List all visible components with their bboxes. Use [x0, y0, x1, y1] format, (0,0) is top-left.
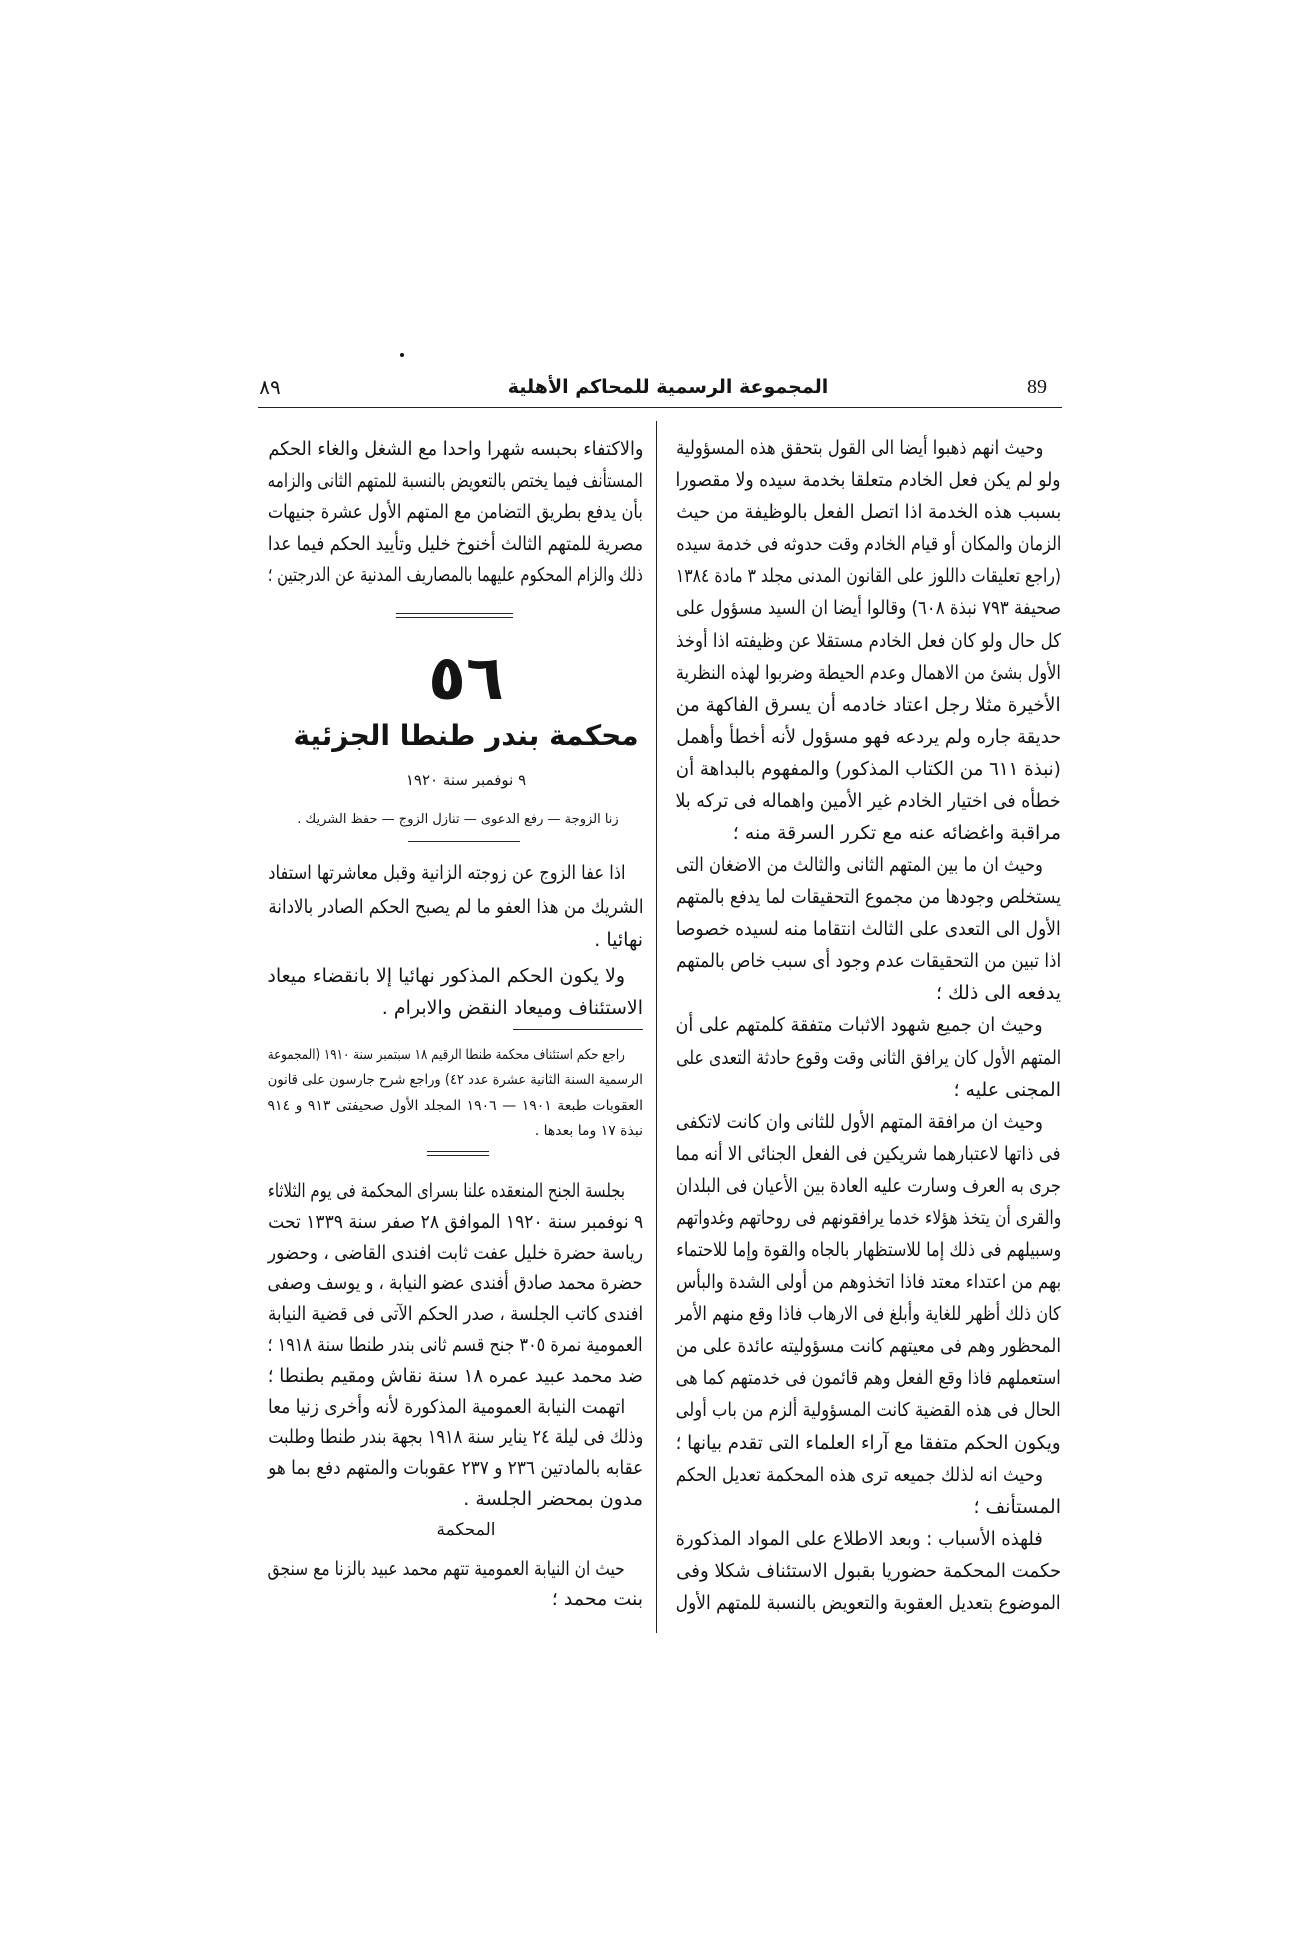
header-rule [258, 407, 1062, 408]
court-title-text: محكمة بندر طنطا الجزئية [293, 719, 639, 752]
right-column-line-text: صحيفة ٧٩٣ نبذة ٦٠٨) وقالوا أيضا ان السيد مسؤول على [675, 597, 1061, 620]
session-line [266, 1392, 643, 1422]
right-column-line [674, 1524, 1061, 1554]
right-column-line [674, 786, 1061, 816]
right-column-line-text: وسبيلهم فى ذلك إما للاستظهار بالجاه والقوة وإما للاحتماء [675, 1239, 1061, 1261]
session-line-text: عقابه بالمادتين ٢٣٦ و ٢٣٧ عقوبات والمتهم دفع بما هو [267, 1457, 643, 1480]
judgment-date [278, 765, 654, 795]
session-line-text: العمومية نمرة ٣٠٥ جنح قسم ثانى بندر طنطا سنة ١٩١٨ ؛ [267, 1334, 643, 1356]
right-column-line-text: بهم من اعتداء معتد فاذا اتخذوهم من أولى الشدة والبأس [675, 1271, 1061, 1294]
headnote-line [266, 961, 643, 991]
right-column-line-text: المحظور وهم فى معيتهم كانت مسؤوليته عائدة على من [675, 1335, 1061, 1358]
judgment-line [266, 1584, 643, 1614]
right-column-line [674, 1460, 1061, 1490]
keywords-rule [408, 841, 520, 842]
headnote-line [266, 993, 643, 1023]
continuation-line [266, 466, 643, 496]
right-column-line [674, 1171, 1061, 1201]
right-column-line-text: فى ذاتها لاعتبارهما شريكين فى الفعل الجنائى الا أنه مما [675, 1142, 1061, 1165]
continuation-line-text: المستأنف فيما يختص بالتعويض بالنسبة للمتهم الثانى والزامه [267, 469, 643, 492]
right-column-line-text: استعملهم فاذا وقع الفعل وهم قائمون فى خدمتهم كما هى [675, 1367, 1061, 1390]
right-column-line-text: الأول الى التعدى على الثالث انتقاما منه لسيده خصوصا [675, 918, 1061, 941]
right-column-line [674, 497, 1061, 527]
section-ornament [396, 613, 513, 618]
right-column-line [674, 529, 1061, 559]
right-column-line [674, 1363, 1061, 1393]
continuation-line-text: مصرية للمتهم الثالث أخنوخ خليل وتأييد الحكم فيما عدا [267, 532, 643, 555]
right-column-line-text: حديقة جاره ولم يردعه فهو مسؤول لأنه أخطأ وأهمل [675, 725, 1061, 748]
right-column-line [674, 561, 1061, 591]
right-column-line [674, 1299, 1061, 1329]
session-line [266, 1422, 643, 1452]
page-number-latin: 89 [1027, 376, 1047, 398]
headnote-line-text: ولا يكون الحكم المذكور نهائيا إلا بانقضاء ميعاد [267, 965, 625, 987]
right-column-line [674, 882, 1061, 912]
session-line [266, 1176, 643, 1206]
right-column-line [674, 1235, 1061, 1265]
right-column-line-text: (راجع تعليقات داللوز على القانون المدنى مجلد ٣ مادة ١٣٨٤ [675, 565, 1061, 588]
case-number [278, 638, 654, 718]
right-column-line-text: يستخلص وجودها من مجموع التحقيقات لما يدفع بالمتهم [675, 886, 1061, 909]
right-column-line [674, 818, 1061, 848]
right-column-line-text: المستأنف ؛ [973, 1495, 1061, 1518]
judgment-line-text: حيث ان النيابة العمومية تتهم محمد عبيد بالزنا مع سنجق [267, 1558, 625, 1580]
session-line [266, 1484, 643, 1514]
session-line [266, 1268, 643, 1298]
continuation-line [266, 497, 643, 527]
right-column-line [674, 850, 1061, 880]
journal-title: المجموعة الرسمية للمحاكم الأهلية [507, 376, 829, 398]
headnote-line [266, 892, 643, 922]
right-column-line [674, 593, 1061, 623]
continuation-line [266, 560, 643, 590]
footnote-separator [513, 1029, 643, 1030]
session-line-text: حضرة محمد صادق أفندى عضو النيابة ، و يوسف وصفى [267, 1272, 643, 1295]
continuation-line-text: بأن يدفع بطريق التضامن مع المتهم الأول عشرة جنيهات [267, 501, 643, 523]
right-column-line-text: يدفعه الى ذلك ؛ [935, 982, 1061, 1005]
right-column-line [674, 465, 1061, 495]
right-column-line [674, 1428, 1061, 1458]
scan-speck [400, 353, 404, 357]
right-column-line-text: المجنى عليه ؛ [953, 1078, 1061, 1101]
right-column-line-text: وحيث انهم ذهبوا أيضا الى القول بتحقق هذه المسؤولية [675, 437, 1043, 459]
right-column-line [674, 658, 1061, 688]
right-column-line [674, 690, 1061, 720]
right-column-line [674, 1203, 1061, 1233]
right-column-line-text: (نبذة ٦١١ من الكتاب المذكور) والمفهوم بالبداهة أن [675, 757, 1061, 780]
session-line-text: وذلك فى ليلة ٢٤ يناير سنة ١٩١٨ بجهة بندر طنطا وطلبت [267, 1426, 643, 1449]
right-column-line-text: وحيث ان ما بين المتهم الثانى والثالث من الاضغان التى [675, 854, 1043, 876]
right-column-line-text: وحيث انه لذلك جميعه ترى هذه المحكمة تعديل الحكم [675, 1463, 1043, 1486]
right-column-line-text: الزمان والمكان أو قيام الخادم وقت حدوثه فى خدمة سيده [675, 533, 1061, 556]
right-column-line-text: الأخيرة مثلا رجل اعتاد خادمه أن يسرق الفاكهة من [675, 693, 1061, 716]
continuation-line [266, 434, 643, 464]
section-heading-text: المحكمة [436, 1520, 496, 1540]
case-number-text: ٥٦ [428, 641, 504, 714]
court-title [278, 716, 654, 756]
page-number-arabic: ٨٩ [259, 375, 281, 399]
right-column-line [674, 722, 1061, 752]
footnote-line [266, 1116, 643, 1146]
right-column-line [674, 946, 1061, 976]
footnote-line-text: راجع حكم استئناف محكمة طنطا الرقيم ١٨ سبتمبر سنة ١٩١٠ (المجموعة [267, 1047, 625, 1063]
session-line-text: رياسة حضرة خليل عفت ثابت افندى القاضى ، وحضور [267, 1241, 643, 1264]
judgment-line [266, 1554, 643, 1584]
right-column-line-text: خطأه فى اختيار الخادم غير الأمين واهماله فى تركه بلا [675, 789, 1061, 812]
right-column-line [674, 1588, 1061, 1618]
right-column-line [674, 1395, 1061, 1425]
right-column-line-text: بسبب هذه الخدمة اذا اتصل الفعل بالوظيفة من حيث [675, 501, 1061, 524]
session-line-text: ٩ نوفمبر سنة ١٩٢٠ الموافق ٢٨ صفر سنة ١٣٣٩ تحت [267, 1210, 643, 1233]
section-heading [278, 1515, 654, 1545]
right-column-line [674, 1267, 1061, 1297]
right-column-line-text: مراقبة واغضائه عنه مع تكرر السرقة منه ؛ [732, 822, 1061, 844]
session-line-text: افندى كاتب الجلسة ، صدر الحكم الآتى فى قضية النيابة [267, 1303, 643, 1326]
right-column-line-text: فلهذه الأسباب : وبعد الاطلاع على المواد المذكورة [675, 1527, 1043, 1550]
judgment-date-text: ٩ نوفمبر سنة ١٩٢٠ [405, 771, 527, 789]
column-divider [656, 421, 657, 1633]
right-column-line-text: المتهم الأول كان يرافق الثانى وقت وقوع حادثة التعدى على [675, 1046, 1061, 1069]
right-column-line [674, 978, 1061, 1008]
headnote-line-text: الشريك من هذا العفو ما لم يصبح الحكم الصادر بالادانة [267, 896, 643, 918]
right-column-line [674, 1010, 1061, 1040]
right-column-line [674, 914, 1061, 944]
right-column-line [674, 1139, 1061, 1169]
headnote-line-text: الاستئناف وميعاد النقض والابرام . [381, 997, 643, 1019]
keywords-line [270, 805, 646, 835]
session-line-text: اتهمت النيابة العمومية المذكورة لأنه وأخرى زنيا معا [267, 1395, 625, 1418]
right-column-line-text: اذا تبين من التحقيقات عدم وجود أى سبب خاص بالمتهم [675, 950, 1061, 973]
keywords-text: زنا الزوجة — رفع الدعوى — تنازل الزوج — حفظ الشريك . [297, 812, 619, 827]
session-line [266, 1207, 643, 1237]
right-column-line-text: حكمت المحكمة حضوريا بقبول الاستئناف شكلا وفى [675, 1559, 1061, 1582]
right-column-line-text: والقرى أن يتخذ هؤلاء خدما يرافقونهم فى روحاتهم وغدواتهم [675, 1206, 1061, 1229]
right-column-line [674, 1492, 1061, 1522]
session-line-text: مدون بمحضر الجلسة . [463, 1488, 643, 1510]
right-column-line [674, 1107, 1061, 1137]
session-line [266, 1453, 643, 1483]
right-column-line-text: الأول بشئ من الاهمال وعدم الحيطة وضربوا لهذه النظرية [675, 661, 1061, 684]
headnote-line-text: اذا عفا الزوج عن زوجته الزانية وقبل معاشرتها استفاد [267, 862, 625, 884]
right-column-line [674, 1075, 1061, 1105]
judgment-line-text: بنت محمد ؛ [551, 1588, 643, 1610]
right-column-line-text: ولو لم يكن فعل الخادم متعلقا بخدمة سيده ولا مقصورا [675, 469, 1061, 492]
footnote-line-text: العقوبات طبعة ١٩٠١ — ١٩٠٦ المجلد الأول صحيفتى ٩١٣ و ٩١٤ [267, 1097, 643, 1114]
session-line [266, 1361, 643, 1391]
right-column-line-text: ويكون الحكم متفقا مع آراء العلماء التى تقدم بيانها ؛ [675, 1431, 1061, 1454]
session-line [266, 1299, 643, 1329]
right-column-line-text: كل حال ولو كان فعل الخادم مستقلا عن وظيفته اذا أوخذ [675, 629, 1061, 652]
right-column-line-text: الموضوع بتعديل العقوبة والتعويض بالنسبة للمتهم الأول [675, 1591, 1061, 1614]
right-column-line [674, 754, 1061, 784]
continuation-line-text: والاكتفاء بحبسه شهرا واحدا مع الشغل والغاء الحكم [267, 438, 643, 460]
right-column-line [674, 1331, 1061, 1361]
continuation-line-text: ذلك والزام المحكوم عليهما بالمصاريف المدنية عن الدرجتين ؛ [267, 564, 643, 586]
right-column-line [674, 1043, 1061, 1073]
session-line [266, 1330, 643, 1360]
session-line-text: ضد محمد عبيد عمره ١٨ سنة نقاش ومقيم بطنطا ؛ [267, 1364, 643, 1387]
right-column-line-text: كان ذلك أظهر للغاية وأبلغ فى الارهاب فاذا وقع منهم الأمر [675, 1303, 1061, 1326]
right-column-line [674, 433, 1061, 463]
footnote-line-text: الرسمية السنة الثانية عشرة عدد ٤٢) وراجع شرح جارسون على قانون [267, 1072, 643, 1089]
continuation-line [266, 529, 643, 559]
headnote-line-text: نهائيا . [594, 929, 643, 951]
right-column-line [674, 626, 1061, 656]
right-column-line-text: الحال فى هذه القضية كانت المسؤولية ألزم من باب أولى [675, 1399, 1061, 1422]
session-line [266, 1238, 643, 1268]
right-column-line-text: وحيث ان جميع شهود الاثبات متفقة كلمتهم على أن [675, 1014, 1043, 1037]
headnote-line [266, 858, 643, 888]
right-column-line-text: جرى به العرف وسارت عليه العادة بين الأعيان فى البلدان [675, 1174, 1061, 1197]
right-column-line-text: وحيث ان مرافقة المتهم الأول للثانى وان كانت لاتكفى [675, 1110, 1043, 1133]
headnote-line [266, 925, 643, 955]
session-ornament [427, 1151, 489, 1156]
session-line-text: بجلسة الجنح المنعقده علنا بسراى المحكمة فى يوم الثلاثاء [267, 1180, 625, 1202]
right-column-line [674, 1556, 1061, 1586]
footnote-line-text: نبذة ١٧ وما بعدها . [534, 1122, 643, 1139]
